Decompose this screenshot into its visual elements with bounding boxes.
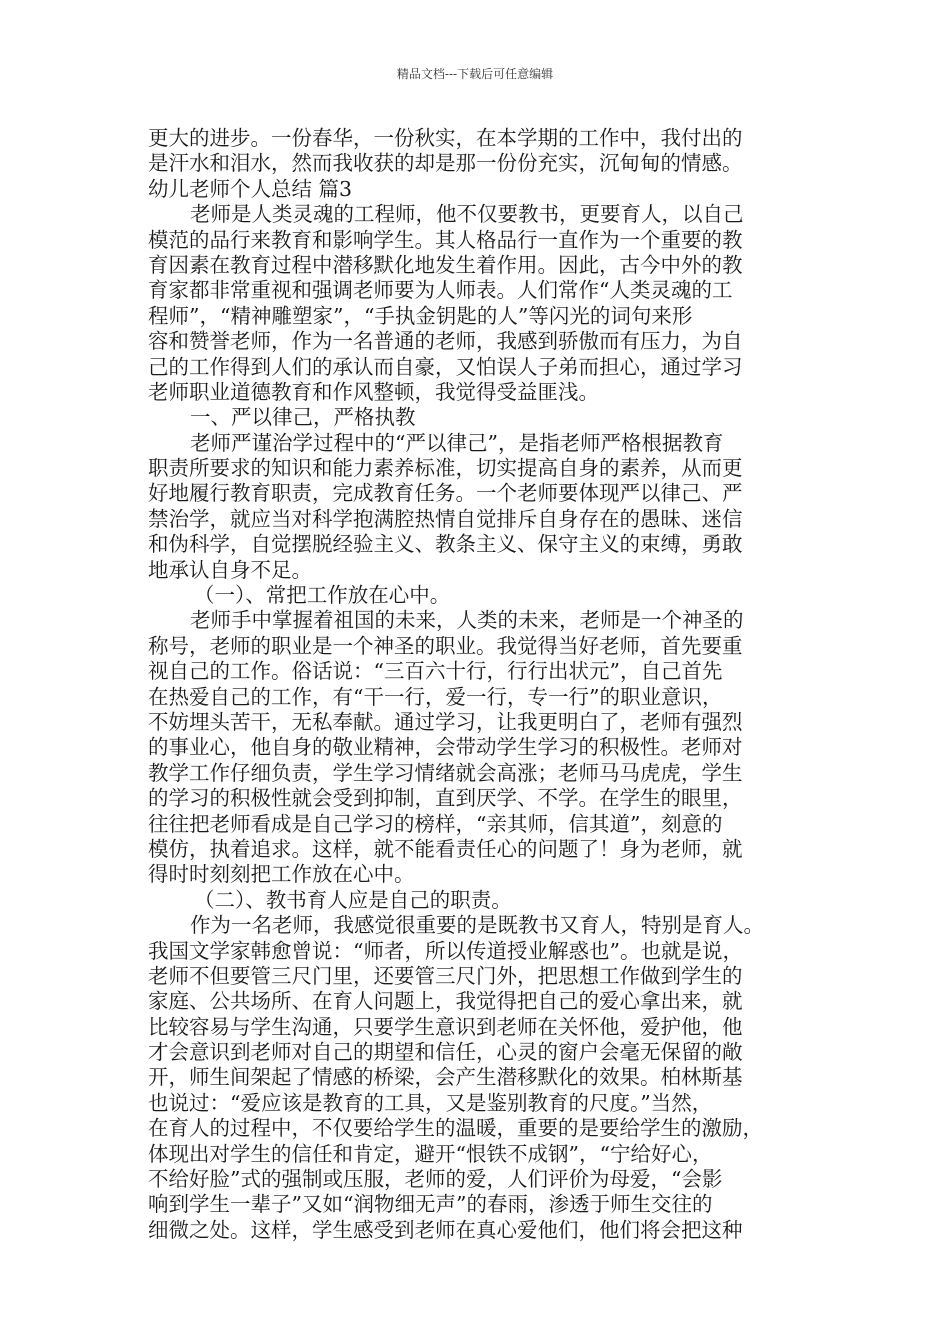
text-line: 响到学生一辈子”又如“润物细无声”的春雨，渗透于师生交往的: [148, 1192, 713, 1217]
text-line: 容和赞誉老师，作为一名普通的老师，我感到骄傲而有压力，为自: [148, 329, 743, 354]
text-line: 一、严以律己，严格执教: [190, 405, 416, 430]
text-line: 得时时刻刻把工作放在心中。: [148, 862, 415, 887]
text-line: 比较容易与学生沟通，只要学生意识到老师在关怀他，爱护他，他: [148, 1014, 743, 1039]
text-line: 育家都非常重视和强调老师要为人师表。人们常作“人类灵魂的工: [148, 278, 733, 303]
text-line: 细微之处。这样，学生感受到老师在真心爱他们，他们将会把这种: [148, 1217, 743, 1242]
text-line: 育因素在教育过程中潜移默化地发生着作用。因此，古今中外的教: [148, 252, 743, 277]
text-line: 不给好脸”式的强制或压服，老师的爱，人们评价为母爱，“会影: [148, 1167, 723, 1192]
text-line: 和伪科学，自觉摆脱经验主义、教条主义、保守主义的束缚，勇敢: [148, 532, 743, 557]
text-line: 幼儿老师个人总结 篇3: [148, 176, 353, 201]
text-line: 称号，老师的职业是一个神圣的职业。我觉得当好老师，首先要重: [148, 633, 743, 658]
text-line: 是汗水和泪水，然而我收获的却是那一份份充实，沉甸甸的情感。: [148, 151, 743, 176]
text-line: 在育人的过程中，不仅要给学生的温暖，重要的是要给学生的激励，: [148, 1116, 763, 1141]
text-line: 教学工作仔细负责，学生学习情绪就会高涨；老师马马虎虎，学生: [148, 760, 743, 785]
document-body: [148, 126, 828, 1243]
text-line: 也说过：“爱应该是教育的工具，又是鉴别教育的尺度。”当然，: [148, 1090, 713, 1115]
text-line: 老师严谨治学过程中的“严以律己”，是指老师严格根据教育: [190, 430, 724, 455]
text-line: 职责所要求的知识和能力素养标准，切实提高自身的素养，从而更: [148, 456, 743, 481]
text-line: 作为一名老师，我感觉很重要的是既教书又育人，特别是育人。: [190, 913, 764, 938]
text-line: 老师是人类灵魂的工程师，他不仅要教书，更要育人，以自己: [190, 202, 744, 227]
text-line: 模仿，执着追求。这样，就不能看责任心的问题了！身为老师，就: [148, 836, 743, 861]
text-line: （一）、常把工作放在心中。: [194, 583, 451, 608]
text-line: 才会意识到老师对自己的期望和信任，心灵的窗户会毫无保留的敞: [148, 1040, 743, 1065]
text-line: 老师手中掌握着祖国的未来，人类的未来，老师是一个神圣的: [190, 608, 744, 633]
text-line: 在热爱自己的工作，有“干一行，爱一行，专一行”的职业意识，: [148, 684, 723, 709]
text-line: 模范的品行来教育和影响学生。其人格品行一直作为一个重要的教: [148, 227, 743, 252]
text-line: 我国文学家韩愈曾说：“师者，所以传道授业解惑也”。也就是说，: [148, 938, 743, 963]
text-line: 地承认自身不足。: [148, 557, 312, 582]
text-line: 视自己的工作。俗话说：“三百六十行，行行出状元”，自己首先: [148, 659, 723, 684]
text-line: 程师”，“精神雕塑家”，“手执金钥匙的人”等闪光的词句来形: [148, 303, 693, 328]
page-header: 精品文档---下载后可任意编辑: [396, 67, 554, 81]
text-line: 的事业心，他自身的敬业精神，会带动学生学习的积极性。老师对: [148, 735, 743, 760]
text-line: 体现出对学生的信任和肯定，避开“恨铁不成钢”，“宁给好心，: [148, 1141, 713, 1166]
text-line: 家庭、公共场所、在育人问题上，我觉得把自己的爱心拿出来，就: [148, 989, 743, 1014]
text-line: 往往把老师看成是自己学习的榜样，“亲其师，信其道”，刻意的: [148, 811, 723, 836]
text-line: 开，师生间架起了情感的桥梁，会产生潜移默化的效果。柏林斯基: [148, 1065, 743, 1090]
text-line: 禁治学，就应当对科学抱满腔热情自觉排斥自身存在的愚昧、迷信: [148, 506, 743, 531]
text-line: 更大的进步。一份春华，一份秋实，在本学期的工作中，我付出的: [148, 126, 743, 150]
text-line: 老师职业道德教育和作风整顿，我觉得受益匪浅。: [148, 379, 599, 404]
text-line: 己的工作得到人们的承认而自豪，又怕误人子弟而担心，通过学习: [148, 354, 743, 379]
text-line: （二）、教书育人应是自己的职责。: [194, 887, 512, 912]
text-line: 老师不但要管三尺门里，还要管三尺门外，把思想工作做到学生的: [148, 963, 743, 988]
text-line: 不妨埋头苦干，无私奉献。通过学习，让我更明白了，老师有强烈: [148, 709, 743, 734]
text-line: 好地履行教育职责，完成教育任务。一个老师要体现严以律己、严: [148, 481, 743, 506]
text-line: 的学习的积极性就会受到抑制，直到厌学、不学。在学生的眼里，: [148, 786, 743, 811]
